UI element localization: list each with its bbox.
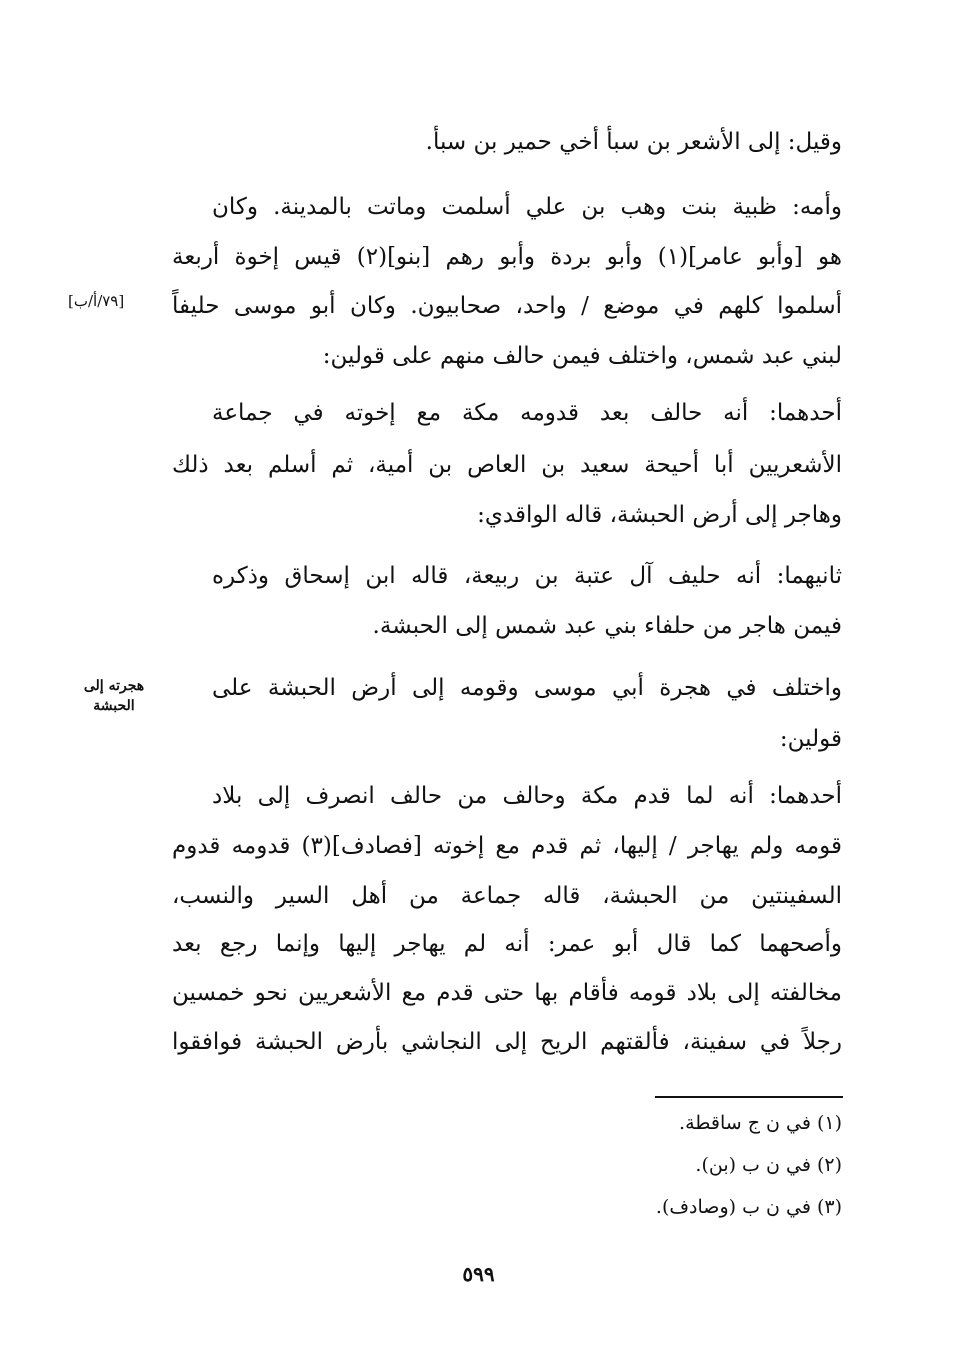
- text-line-14: قومه ولم يهاجر / إليها، ثم قدم مع إخوته [فصادف](٣) قدومه قدوم: [172, 833, 842, 859]
- text-line-6: أحدهما: أنه حالف بعد قدومه مكة مع إخوته في جماعة: [212, 400, 842, 426]
- text-line-5: لبني عبد شمس، واختلف فيمن حالف منهم على قولين:: [322, 343, 842, 369]
- text-line-18: رجلاً في سفينة، فألقتهم الريح إلى النجاشي بأرض الحبشة فوافقوا: [172, 1029, 842, 1055]
- footnote-2: (٢) في ن ب (بن).: [695, 1154, 842, 1176]
- text-line-17: مخالفته إلى بلاد قومه فأقام بها حتى قدم مع الأشعريين نحو خمسين: [172, 980, 842, 1006]
- text-line-15: السفينتين من الحبشة، قاله جماعة من أهل السير والنسب،: [172, 883, 842, 909]
- margin-heading: [70, 676, 158, 716]
- text-line-1: وقيل: إلى الأشعر بن سبأ أخي حمير بن سبأ.: [425, 129, 842, 155]
- margin-heading-line-1: هجرته إلى: [83, 678, 145, 694]
- text-line-4: أسلموا كلهم في موضع / واحد، صحابيون. وكان أبو موسى حليفاً: [172, 293, 842, 319]
- footnote-separator: [655, 1096, 843, 1098]
- page-number: ٥٩٩: [462, 1262, 495, 1286]
- text-line-2: وأمه: ظبية بنت وهب بن علي أسلمت وماتت بالمدينة. وكان: [212, 194, 842, 220]
- text-line-7: الأشعريين أبا أحيحة سعيد بن العاص بن أمية، ثم أسلم بعد ذلك: [172, 452, 842, 478]
- footnote-1: (١) في ن ج ساقطة.: [679, 1112, 842, 1134]
- text-line-8: وهاجر إلى أرض الحبشة، قاله الواقدي:: [477, 502, 842, 528]
- text-line-16: وأصحهما كما قال أبو عمر: أنه لم يهاجر إليها وإنما رجع بعد: [172, 931, 842, 957]
- text-line-12: قولين:: [779, 726, 842, 752]
- margin-heading-line-2: الحبشة: [93, 698, 135, 714]
- text-line-9: ثانيهما: أنه حليف آل عتبة بن ربيعة، قاله ابن إسحاق وذكره: [212, 563, 842, 589]
- text-line-13: أحدهما: أنه لما قدم مكة وحالف من حالف انصرف إلى بلاد: [212, 783, 842, 809]
- text-line-3: هو [وأبو عامر](١) وأبو بردة وأبو رهم [بنو](٢) قيس إخوة أربعة: [172, 244, 842, 270]
- text-line-11: واختلف في هجرة أبي موسى وقومه إلى أرض الحبشة على: [212, 675, 842, 701]
- text-line-10: فيمن هاجر من حلفاء بني عبد شمس إلى الحبشة.: [372, 613, 842, 639]
- footnote-3: (٣) في ن ب (وصادف).: [655, 1196, 842, 1218]
- folio-reference: [٧٩/أ/ب]: [68, 292, 125, 310]
